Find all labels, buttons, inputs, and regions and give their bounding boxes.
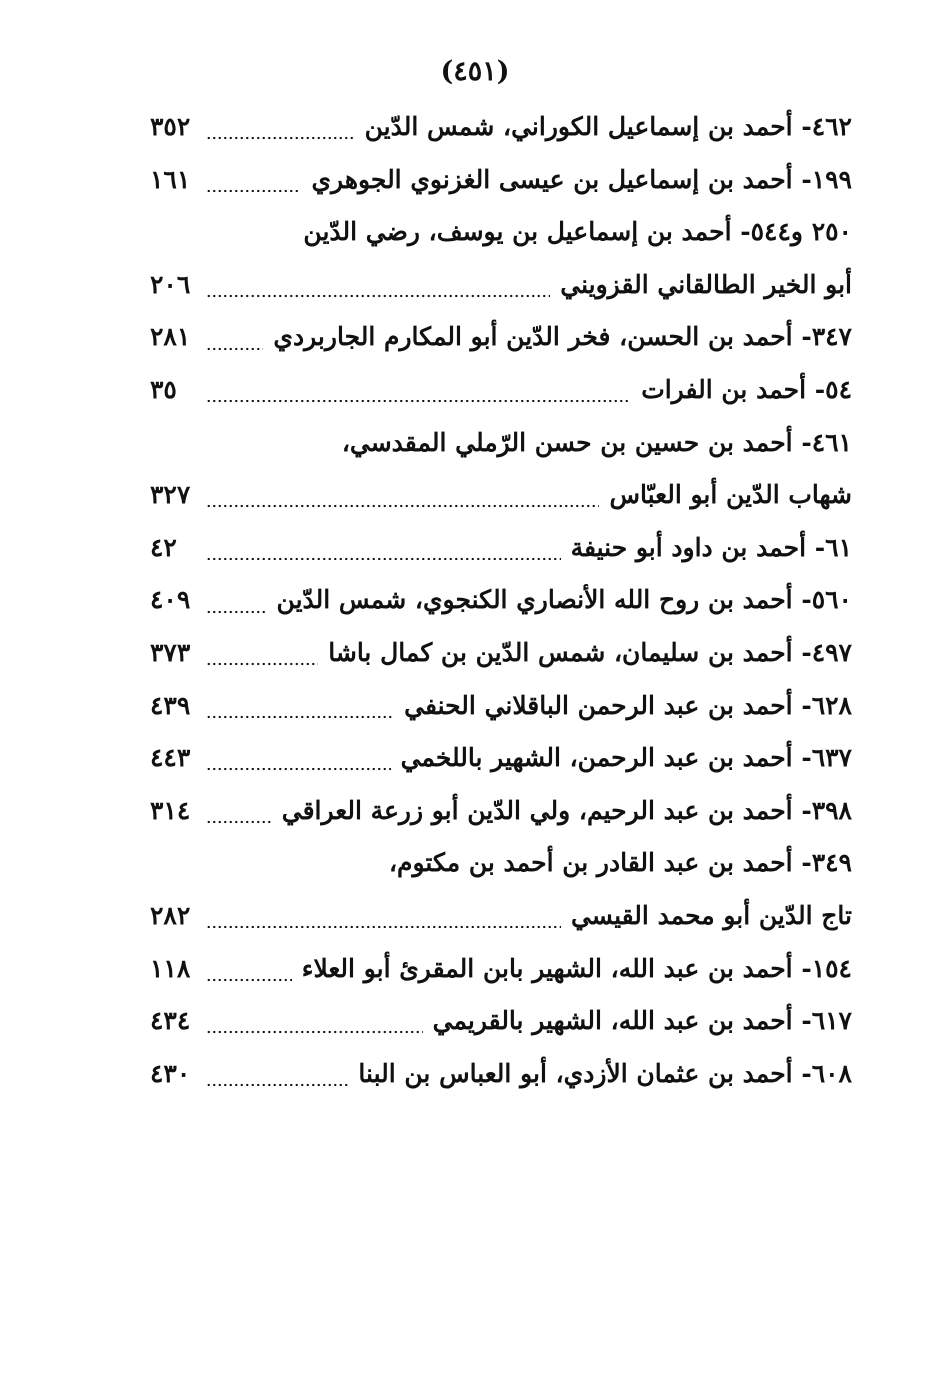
entry-page-number: ٤٤٣ [150,743,191,773]
entry-page-number: ٢٨١ [150,322,191,352]
entry-page-number: ٣٧٣ [150,637,191,667]
entry-text: ١٩٩- أحمد بن إسماعيل بن عيسى الغزنوي الجوهري [311,164,852,194]
entry-text: ٢٥٠ و٥٤٤- أحمد بن إسماعيل بن يوسف، رضي الدّين [303,217,852,247]
entry-text: شهاب الدّين أبو العبّاس [609,480,852,510]
entry-page-number: ٣٥ [150,374,177,404]
index-entry [150,691,852,744]
entry-page-number: ٣٢٧ [150,480,191,510]
index-entry [150,112,852,165]
entry-text: ٦١- أحمد بن داود أبو حنيفة [570,532,852,562]
index-entry [150,743,852,796]
index-entry [150,322,852,375]
dot-leader [206,1082,348,1088]
dot-leader [206,1029,423,1035]
index-entries [150,112,852,1111]
entry-page-number: ٤٣٠ [150,1058,191,1088]
entry-text: ٤٦٢- أحمد بن إسماعيل الكوراني، شمس الدّين [364,112,852,141]
entry-page-number: ٤٣٤ [150,1006,191,1036]
entry-text: ٦٢٨- أحمد بن عبد الرحمن الباقلاني الحنفي [404,690,852,720]
index-entry [150,375,852,428]
entry-text: ٤٦١- أحمد بن حسين بن حسن الرّملي المقدسي، [341,427,852,457]
entry-text: ٥٤- أحمد بن الفرات [641,374,852,404]
entry-text: ٦٣٧- أحمد بن عبد الرحمن، الشهير باللخمي [400,743,852,773]
dot-leader [206,398,631,404]
entry-text: ١٥٤- أحمد بن عبد الله، الشهير بابن المقرئ أبو العلاء [301,953,852,983]
index-entry [150,270,852,323]
index-entry [150,848,852,901]
dot-leader [206,714,394,720]
dot-leader [206,977,292,983]
index-entry [150,796,852,849]
dot-leader [206,819,272,825]
entry-page-number: ٤٣٩ [150,690,191,720]
dot-leader [206,924,561,930]
dot-leader [206,188,301,194]
index-entry [150,165,852,218]
dot-leader [206,135,355,141]
entry-text: ٥٦٠- أحمد بن روح الله الأنصاري الكنجوي، شمس الدّين [276,585,852,615]
dot-leader [206,503,599,509]
dot-leader [206,293,550,299]
index-entry [150,901,852,954]
entry-page-number: ١٦١ [150,164,191,194]
index-entry [150,1059,852,1112]
index-entry [150,217,852,270]
entry-text: ٤٩٧- أحمد بن سليمان، شمس الدّين بن كمال باشا [328,637,852,667]
index-entry [150,954,852,1007]
entry-text: ٣٤٩- أحمد بن عبد القادر بن أحمد بن مكتوم، [388,848,852,878]
entry-page-number: ٤٠٩ [150,585,191,615]
entry-text: تاج الدّين أبو محمد القيسي [570,900,852,930]
index-entry [150,1006,852,1059]
entry-text: أبو الخير الطالقاني القزويني [560,269,852,299]
entry-text: ٦١٧- أحمد بن عبد الله، الشهير بالقريمي [432,1006,852,1036]
dot-leader [206,661,318,667]
index-entry [150,428,852,481]
index-entry [150,480,852,533]
index-entry [150,585,852,638]
page-number: (٤٥١) [440,56,510,87]
dot-leader [206,609,267,615]
index-entry [150,638,852,691]
index-entry [150,533,852,586]
entry-text: ٣٤٧- أحمد بن الحسن، فخر الدّين أبو المكارم الجاربردي [273,322,852,352]
entry-page-number: ١١٨ [150,953,191,983]
entry-page-number: ٢٨٢ [150,900,191,930]
entry-text: ٦٠٨- أحمد بن عثمان الأزدي، أبو العباس بن البنا [358,1058,852,1088]
entry-page-number: ٣٥٢ [150,112,191,141]
entry-page-number: ٤٢ [150,532,177,562]
entry-text: ٣٩٨- أحمد بن عبد الرحيم، ولي الدّين أبو زرعة العراقي [281,795,852,825]
entry-page-number: ٣١٤ [150,795,191,825]
dot-leader [206,766,391,772]
dot-leader [206,346,263,352]
entry-page-number: ٢٠٦ [150,269,191,299]
dot-leader [206,556,561,562]
